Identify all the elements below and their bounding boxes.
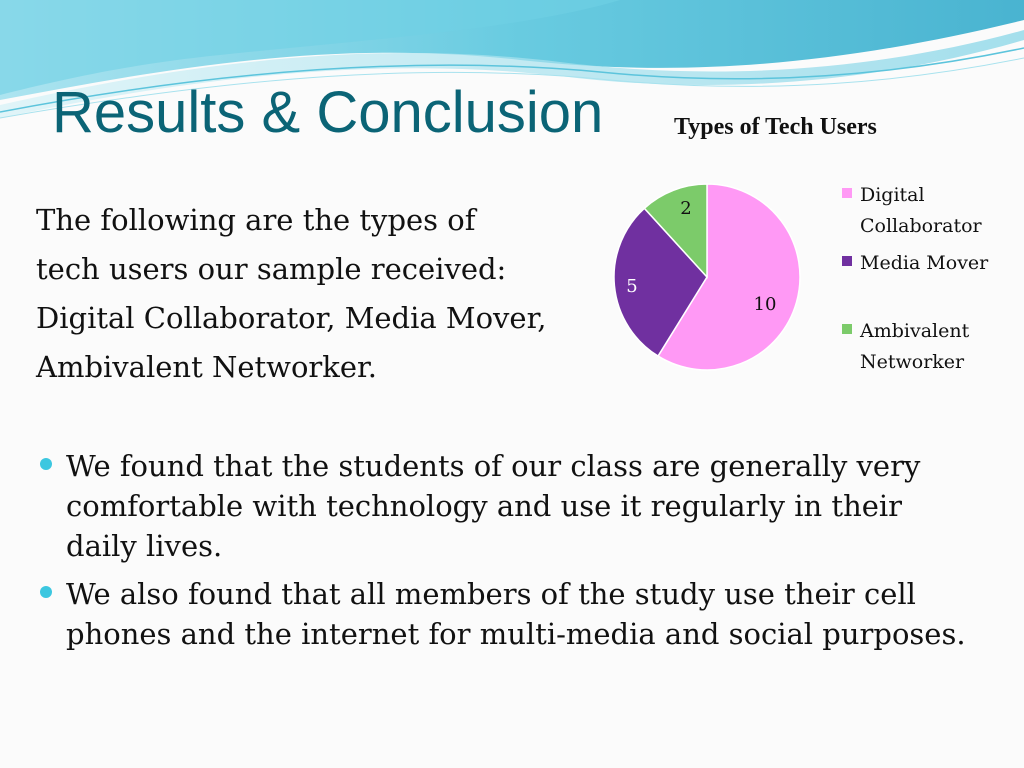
pie-chart (600, 170, 820, 390)
intro-line: tech users our sample received: (36, 252, 507, 286)
intro-text (36, 196, 606, 392)
legend-label-line: Digital (860, 184, 925, 206)
legend-label-line: Collaborator (860, 215, 982, 237)
bullet-dot-icon (40, 458, 52, 470)
legend-label (860, 316, 969, 378)
slide-title: Results & Conclusion (52, 80, 604, 145)
legend-swatch (842, 188, 852, 198)
conclusion-bullets (40, 446, 970, 662)
legend-label-line: Networker (860, 351, 965, 373)
legend-swatch (842, 324, 852, 334)
pie-data-label: 10 (753, 294, 777, 315)
legend-item-ambivalent-networker (842, 316, 969, 378)
pie-data-label: 5 (626, 276, 638, 297)
bullet-item (40, 574, 970, 654)
intro-line: The following are the types of (36, 203, 476, 237)
legend-label: Media Mover (860, 252, 989, 274)
bullet-item (40, 446, 970, 566)
legend-swatch (842, 256, 852, 266)
pie-data-label: 2 (680, 198, 692, 219)
legend-item-digital-collaborator (842, 180, 982, 242)
intro-line: Digital Collaborator, Media Mover, (36, 301, 547, 335)
chart-title: Types of Tech Users (674, 114, 877, 140)
bullet-text: We found that the students of our class are generally very comfortable with technology and use it regularly in their daily lives. (66, 449, 921, 563)
legend-label (860, 180, 982, 242)
bullet-text: We also found that all members of the study use their cell phones and the internet for multi-media and social purposes. (66, 577, 966, 651)
legend-label-line: Ambivalent (860, 320, 970, 342)
legend-item-media-mover (842, 248, 988, 279)
intro-line: Ambivalent Networker. (36, 350, 377, 384)
bullet-dot-icon (40, 586, 52, 598)
